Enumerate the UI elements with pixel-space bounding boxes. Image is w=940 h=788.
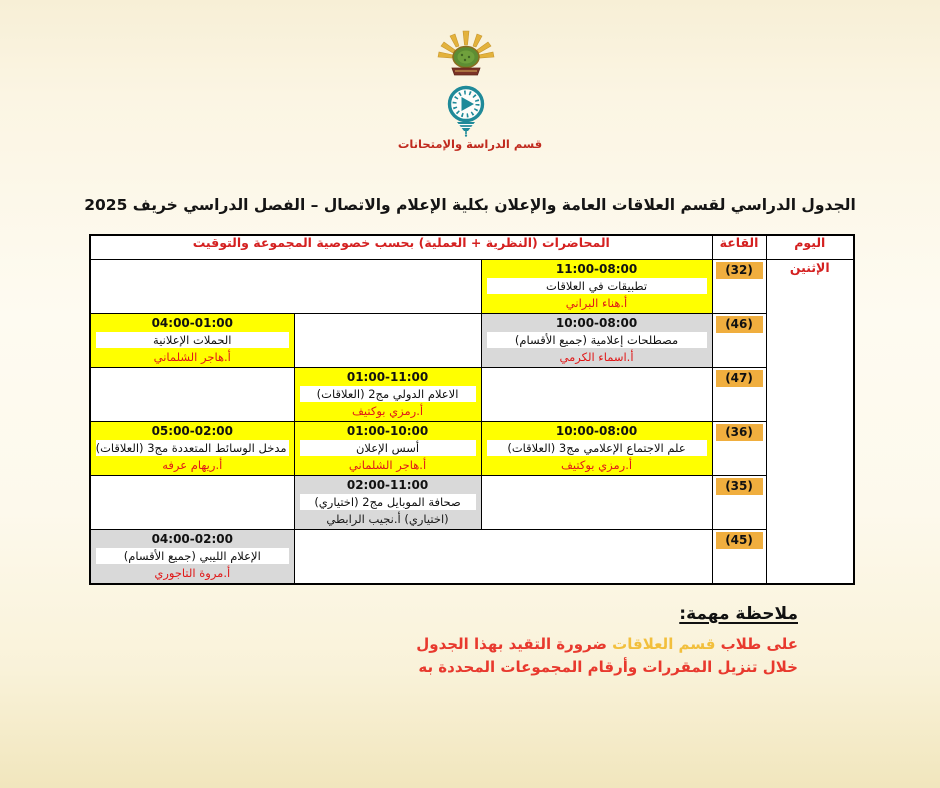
room-badge: (35) [716, 478, 763, 495]
university-crest-icon [436, 30, 496, 86]
teacher-name: أ.هاجر الشلماني [348, 457, 427, 472]
room-badge: (45) [716, 532, 763, 549]
lecture-time: 01:00-11:00 [346, 369, 429, 384]
lecture-time: 10:00-08:00 [555, 315, 638, 330]
course-name: مدخل الوسائط المتعددة مج3 (العلاقات) [95, 440, 287, 455]
teacher-name: أ.رمزي بوكتيف [561, 457, 633, 472]
course-name: صحافة الموبايل مج2 (اختياري) [300, 494, 476, 510]
empty-cell [90, 475, 294, 529]
lecture-slot [295, 476, 481, 529]
note-line1-highlight: قسم العلاقات [612, 635, 716, 653]
department-label: قسم الدراسة والإمتحانات [397, 137, 543, 151]
lecture-slot [482, 422, 712, 475]
lecture-time: 10:00-08:00 [555, 423, 638, 438]
lecture-slot [91, 314, 294, 367]
empty-cell [481, 367, 712, 421]
teacher-name: أ.هاجر الشلماني [153, 349, 231, 364]
lecture-slot [295, 422, 481, 475]
table-row [90, 529, 854, 584]
room-cell [712, 259, 766, 313]
media-logo-icon [436, 84, 496, 138]
day-cell: الإثنين [766, 259, 854, 584]
room-cell [712, 313, 766, 367]
lecture-slot [91, 530, 294, 583]
column-header-lectures: المحاضرات (النظرية + العملية) بحسب خصوصية المجموعة والتوقيت [90, 235, 712, 259]
lecture-cell [90, 421, 294, 475]
course-name: علم الاجتماع الإعلامي مج3 (العلاقات) [487, 440, 707, 456]
room-badge: (46) [716, 316, 763, 333]
lecture-cell [90, 313, 294, 367]
lecture-time: 04:00-01:00 [151, 315, 233, 330]
lecture-cell [294, 421, 481, 475]
teacher-name: (اختياري) أ.نجيب الرابطي [326, 511, 449, 526]
header-row [90, 235, 854, 259]
table-row [90, 421, 854, 475]
course-name: مصطلحات إعلامية (جميع الأقسام) [487, 332, 707, 348]
room-cell [712, 367, 766, 421]
course-name: الاعلام الدولي مج2 (العلاقات) [300, 386, 476, 402]
course-name: تطبيقات في العلاقات [487, 278, 707, 294]
lecture-slot [295, 368, 481, 421]
empty-cell [481, 475, 712, 529]
lecture-time: 01:00-10:00 [346, 423, 429, 438]
column-header-day: اليوم [766, 235, 854, 259]
note-line2: خلال تنزيل المقررات وأرقام المجموعات المحددة به [418, 658, 798, 677]
teacher-name: أ.اسماء الكرمي [559, 349, 634, 364]
room-cell [712, 529, 766, 584]
room-cell [712, 421, 766, 475]
empty-cell [90, 259, 481, 313]
lecture-time: 04:00-02:00 [151, 531, 233, 546]
note-line1-prefix: على طلاب [715, 635, 798, 653]
lecture-slot [482, 314, 712, 367]
room-badge: (32) [716, 262, 763, 279]
schedule-table [89, 234, 855, 585]
note-body [358, 633, 798, 680]
page-title: الجدول الدراسي لقسم العلاقات العامة والإعلان بكلية الإعلام والاتصال – الفصل الدراسي خريف 2025 [84, 196, 856, 214]
lecture-cell [90, 529, 294, 584]
empty-cell [90, 367, 294, 421]
lecture-cell [481, 259, 712, 313]
lecture-slot [91, 422, 294, 475]
table-row [90, 367, 854, 421]
course-name: الإعلام الليبي (جميع الأقسام) [96, 548, 289, 564]
column-header-room: القاعة [712, 235, 766, 259]
empty-cell [294, 313, 481, 367]
table-row [90, 259, 854, 313]
lecture-time: 05:00-02:00 [151, 423, 233, 438]
table-row [90, 313, 854, 367]
lecture-cell [294, 367, 481, 421]
lecture-cell [481, 421, 712, 475]
lecture-cell [294, 475, 481, 529]
lecture-slot [482, 260, 712, 313]
teacher-name: أ.مروة التاجوري [154, 565, 231, 580]
teacher-name: أ.رمزي بوكتيف [352, 403, 424, 418]
note-heading: ملاحظة مهمة: [679, 604, 798, 624]
lecture-cell [481, 313, 712, 367]
important-note [358, 604, 798, 680]
note-line1-suffix: ضرورة التقيد بهذا الجدول [416, 635, 613, 653]
lecture-time: 11:00-08:00 [555, 261, 638, 276]
room-badge: (36) [716, 424, 763, 441]
room-badge: (47) [716, 370, 763, 387]
lecture-time: 02:00-11:00 [346, 477, 429, 492]
course-name: الحملات الإعلانية [96, 332, 289, 348]
table-row [90, 475, 854, 529]
course-name: أسس الإعلان [300, 440, 476, 456]
teacher-name: أ.ريهام عرفه [162, 457, 223, 472]
teacher-name: أ.هناء البراني [565, 295, 628, 310]
room-cell [712, 475, 766, 529]
empty-cell [294, 529, 712, 584]
